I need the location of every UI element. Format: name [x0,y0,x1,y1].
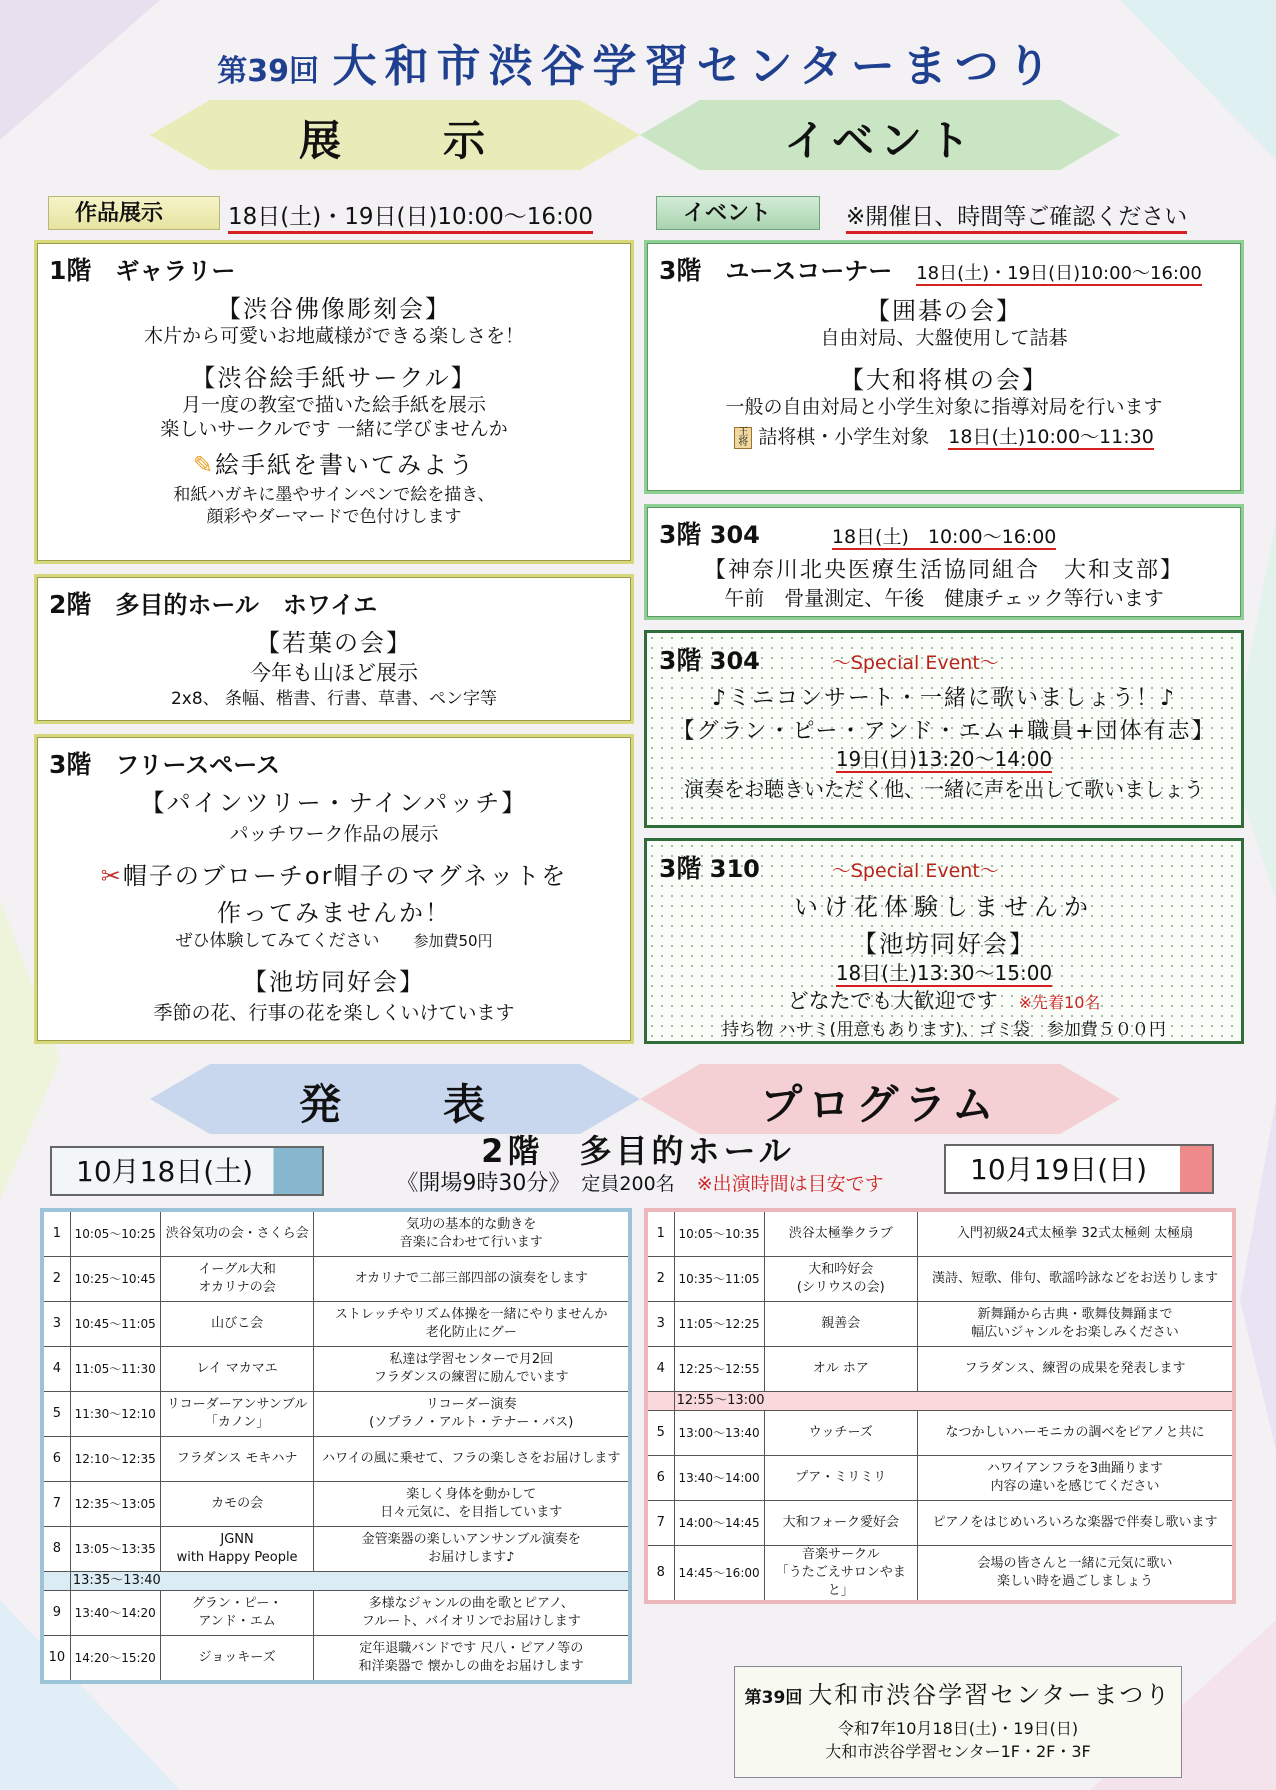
cell-group: リコーダーアンサンブル 「カノン」 [160,1392,314,1437]
cell-group: プア・ミリミリ [764,1456,918,1501]
cell-no: 2 [646,1257,674,1302]
cell-desc: 会場の皆さんと一緒に元気に歌い 楽しい時を過ごしましょう [918,1546,1234,1603]
program-venue: 2階 多目的ホール [481,1132,795,1170]
gallery-box: 1階 ギャラリー 【渋谷佛像彫刻会】 木片から可愛いお地蔵様ができる楽しさを！ 【渋谷絵手紙サークル】 月一度の教室で描いた絵手紙を展示 楽しいサークルです 一緒に学びませんか ✎絵手紙を書いてみよう 和紙ハガキに墨やサインペンで絵を描き、 顔彩やダーマードで色付けします [34,240,634,564]
table-row [646,1456,1234,1501]
day2-schedule-table [644,1208,1236,1604]
cell-group: ジョッキーズ [160,1636,314,1683]
banner-event: イベント [640,100,1120,170]
cell-no: 7 [42,1482,70,1527]
banner-presentation: 発 表 [150,1064,640,1134]
break-time: 12:55〜13:00 [674,1392,1234,1411]
footer-box: 第39回 大和市渋谷学習センターまつり 令和7年10月18日(土)・19日(日) 大和市渋谷学習センター1F・2F・3F [734,1666,1182,1778]
pencil-icon: ✎ [192,451,216,479]
table-row [646,1411,1234,1456]
cell-desc: 入門初級24式太極拳 32式太極剣 太極扇 [918,1210,1234,1257]
table-row [42,1591,630,1636]
table-row [42,1392,630,1437]
cell-group: イーグル大和 オカリナの会 [160,1257,314,1302]
page-title [0,30,1276,94]
table-row [646,1210,1234,1257]
cell-group: JGNN with Happy People [160,1527,314,1572]
cell-desc: 金管楽器の楽しいアンサンブル演奏を お届けします♪ [314,1527,630,1572]
title-edition: 第39回 [217,54,319,89]
hall-foyer-box: 2階 多目的ホール ホワイエ 【若葉の会】 今年も山ほど展示 2x8、 条幅、楷書、行書、草書、ペン字等 [34,574,634,724]
program-info: 《開場9時30分》 定員200名 ※出演時間は目安です [396,1171,884,1196]
cell-time: 11:05〜12:25 [674,1302,764,1347]
table-row [42,1527,630,1572]
cell-time: 14:45〜16:00 [674,1546,764,1603]
cell-time: 14:00〜14:45 [674,1501,764,1546]
cell-no: 8 [646,1546,674,1603]
cell-group: 大和吟好会 (シリウスの会) [764,1257,918,1302]
cell-group: 渋谷太極拳クラブ [764,1210,918,1257]
cell-time: 12:35〜13:05 [70,1482,160,1527]
cell-desc: リコーダー演奏 (ソプラノ・アルト・テナー・バス) [314,1392,630,1437]
table-row [42,1636,630,1683]
cell-no: 3 [646,1302,674,1347]
room-304-health-box: 3階 304 18日(土) 10:00〜16:00 【神奈川北央医療生活協同組合 大和支部】 午前 骨量測定、午後 健康チェック等行います [644,504,1244,620]
cell-no: 5 [42,1392,70,1437]
cell-desc: 定年退職バンドです 尺八・ピアノ等の 和洋楽器で 懐かしの曲をお届けします [314,1636,630,1683]
cell-group: 山びこ会 [160,1302,314,1347]
cell-group: 音楽サークル 「うたごえサロンやまと」 [764,1546,918,1603]
cell-no: 7 [646,1501,674,1546]
break-time: 13:35〜13:40 [70,1572,630,1591]
table-row [646,1501,1234,1546]
cell-group: 渋谷気功の会・さくら会 [160,1210,314,1257]
cell-no: 6 [42,1437,70,1482]
cell-desc: ハワイアンフラを3曲踊ります 内容の違いを感じてください [918,1456,1234,1501]
cell-group: ウッチーズ [764,1411,918,1456]
cell-desc: ピアノをはじめいろいろな楽器で伴奏し歌います [918,1501,1234,1546]
room-304-concert-box: 3階 304 〜Special Event〜 ♪ミニコンサート・一緒に歌いましょう！♪ 【グラン・ピー・アンド・エム+職員+団体有志】 19日(日)13:20〜14:00 演奏をお聴きいただく他、一緒に声を出して歌いましょう [644,630,1244,828]
cell-group: 親善会 [764,1302,918,1347]
cell-desc: ハワイの風に乗せて、フラの楽しさをお届けします [314,1437,630,1482]
room-310-ikebana-box: 3階 310 〜Special Event〜 いけ花体験しませんか 【池坊同好会】 18日(土)13:30〜15:00 どなたでも大歓迎です ※先着10名 持ち物 ハサミ(用意もあります)、ゴミ袋 参加費５００円 [644,838,1244,1044]
youth-corner-box: 3階 ユースコーナー 18日(土)・19日(日)10:00〜16:00 【囲碁の会】 自由対局、大盤使用して詰碁 【大和将棋の会】 一般の自由対局と小学生対象に指導対局を行います 王将 詰将棋・小学生対象 18日(土)10:00〜11:30 [644,240,1244,494]
table-row [646,1302,1234,1347]
exhibit-time: 18日(土)・19日(日)10:00〜16:00 [228,198,593,234]
cell-group: カモの会 [160,1482,314,1527]
cell-time: 11:05〜11:30 [70,1347,160,1392]
banner-exhibit: 展 示 [150,100,640,170]
cell-no: 1 [646,1210,674,1257]
cell-time: 14:20〜15:20 [70,1636,160,1683]
cell-desc: 漢詩、短歌、俳句、歌謡吟詠などをお送りします [918,1257,1234,1302]
cell-time: 13:00〜13:40 [674,1411,764,1456]
cell-group: フラダンス モキハナ [160,1437,314,1482]
cell-desc: フラダンス、練習の成果を発表します [918,1347,1234,1392]
cell-time: 12:25〜12:55 [674,1347,764,1392]
cell-group: グラン・ピー・ アンド・エム [160,1591,314,1636]
cell-desc: 私達は学習センターで月2回 フラダンスの練習に励んでいます [314,1347,630,1392]
cell-group: 大和フォーク愛好会 [764,1501,918,1546]
table-row [42,1210,630,1257]
cell-group: オル ホア [764,1347,918,1392]
banner-program: プログラム [640,1064,1120,1134]
cell-time: 13:40〜14:00 [674,1456,764,1501]
cell-time: 11:30〜12:10 [70,1392,160,1437]
day1-date: 10月18日(土) [50,1146,324,1196]
cell-desc: 楽しく身体を動かして 日々元気に、を目指しています [314,1482,630,1527]
cell-no: 2 [42,1257,70,1302]
table-row [42,1302,630,1347]
cell-no: 8 [42,1527,70,1572]
cell-time: 10:35〜11:05 [674,1257,764,1302]
cell-time: 13:05〜13:35 [70,1527,160,1572]
table-row [42,1257,630,1302]
break-row [42,1572,630,1591]
day2-date: 10月19日(日) [944,1144,1214,1194]
table-row [42,1347,630,1392]
cell-desc: 気功の基本的な動きを 音楽に合わせて行います [314,1210,630,1257]
cell-desc: 多様なジャンルの曲を歌とピアノ、 フルート、バイオリンでお届けします [314,1591,630,1636]
break-row [646,1392,1234,1411]
cell-no: 10 [42,1636,70,1683]
table-row [42,1437,630,1482]
cell-no: 4 [42,1347,70,1392]
cell-group: レイ マカマエ [160,1347,314,1392]
cell-no: 9 [42,1591,70,1636]
day1-schedule-table [40,1208,632,1684]
cell-time: 10:25〜10:45 [70,1257,160,1302]
scissors-icon: ✂ [100,862,123,890]
shogi-piece-icon: 王将 [734,427,752,449]
cell-no: 3 [42,1302,70,1347]
title-name: 大和市渋谷学習センターまつり [332,41,1059,92]
cell-time: 10:45〜11:05 [70,1302,160,1347]
cell-time: 12:10〜12:35 [70,1437,160,1482]
cell-no: 5 [646,1411,674,1456]
cell-no: 6 [646,1456,674,1501]
cell-no: 1 [42,1210,70,1257]
exhibit-tag: 作品展示 [48,196,220,230]
event-note: ※開催日、時間等ご確認ください [846,198,1187,234]
cell-time: 13:40〜14:20 [70,1591,160,1636]
free-space-box: 3階 フリースペース 【パインツリー・ナインパッチ】 パッチワーク作品の展示 ✂帽子のブローチor帽子のマグネットを 作ってみませんか！ ぜひ体験してみてください 参加費50円 【池坊同好会】 季節の花、行事の花を楽しくいけています [34,734,634,1044]
table-row [646,1546,1234,1603]
cell-desc: なつかしいハーモニカの調べをピアノと共に [918,1411,1234,1456]
table-row [646,1347,1234,1392]
table-row [42,1482,630,1527]
cell-no: 4 [646,1347,674,1392]
cell-desc: ストレッチやリズム体操を一緒にやりませんか 老化防止にグー [314,1302,630,1347]
cell-desc: オカリナで二部三部四部の演奏をします [314,1257,630,1302]
cell-time: 10:05〜10:25 [70,1210,160,1257]
event-tag: イベント [656,196,820,230]
cell-time: 10:05〜10:35 [674,1210,764,1257]
cell-desc: 新舞踊から古典・歌舞伎舞踊まで 幅広いジャンルをお楽しみください [918,1302,1234,1347]
table-row [646,1257,1234,1302]
